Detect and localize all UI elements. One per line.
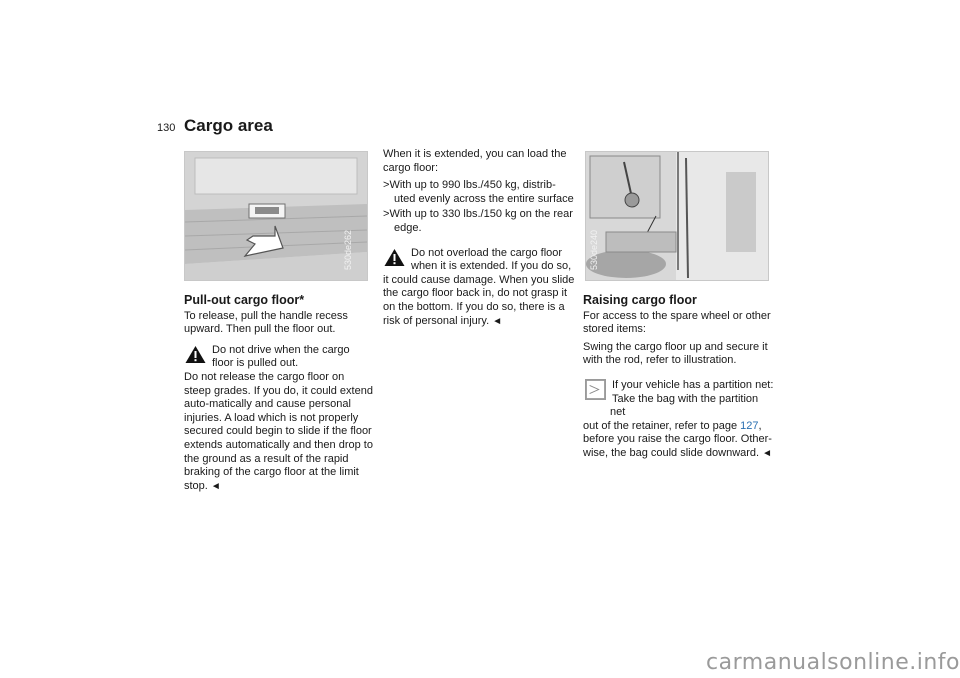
figure-code: 530de240 (589, 229, 599, 270)
section-heading: Raising cargo floor (583, 293, 697, 307)
page-number: 130 (157, 122, 176, 134)
end-mark-icon: ◄ (210, 480, 221, 492)
column-load-cargo-floor (383, 148, 575, 332)
column-raising-cargo-floor (583, 294, 775, 465)
bullet-marker: > (383, 179, 390, 192)
cargo-floor-illustration (184, 151, 368, 281)
warning-first-line: Do not overload the cargo floor when it is extended. If you do so, (411, 246, 572, 273)
note-first-line: If your vehicle has a partition net: Take the bag with the partition net (610, 378, 774, 419)
paragraph: For access to the spare wheel or other stored items: (583, 309, 771, 336)
raised-floor-drawing (586, 152, 768, 280)
note-text: out of the retainer, refer to page (583, 419, 741, 432)
bullet-marker: > (383, 208, 390, 221)
figure-code: 530de262 (343, 229, 353, 270)
list-item (383, 179, 575, 206)
list-item (383, 208, 575, 235)
paragraph: When it is extended, you can load the cargo floor: (383, 148, 567, 174)
paragraph: To release, pull the handle recess upward. Then pull the floor out. (184, 309, 348, 336)
note-icon (585, 379, 606, 400)
list-item-text: With up to 990 lbs./450 kg, distrib-uted evenly across the entire surface (389, 179, 574, 205)
note-text: , before you raise the cargo floor. Other-wise, the bag could slide downward. (583, 419, 772, 459)
column-pull-out-cargo-floor (184, 294, 374, 497)
warning-block (383, 244, 575, 329)
section-heading: Pull-out cargo floor* (184, 293, 305, 307)
list-item-text: With up to 330 lbs./150 kg on the rear edge. (389, 208, 573, 234)
end-mark-icon: ◄ (492, 315, 503, 327)
cargo-floor-drawing (185, 152, 367, 280)
paragraph: Swing the cargo floor up and secure it with the rod, refer to illustration. (583, 340, 768, 367)
watermark: carmanualsonline.info (706, 650, 960, 675)
warning-text: it could cause damage. When you slide the cargo floor back in, do not grasp it on the bottom. If you do so, there is a risk of personal injury. (383, 273, 575, 327)
end-mark-icon: ◄ (762, 447, 773, 459)
warning-text: Do not release the cargo floor on steep grades. If you do, it could extend auto-matically and cause personal injuries. A load which is not properly secured could begin to slide if the floor extends automatically and then drop to the ground as a result of the rapid braking of the cargo floor at the limit stop. (184, 370, 373, 492)
warning-triangle-icon (383, 247, 406, 268)
raised-cargo-floor-illustration (585, 151, 769, 281)
page-reference-link[interactable]: 127 (740, 419, 759, 432)
warning-first-line: Do not drive when the cargo floor is pulled out. (212, 343, 350, 370)
warning-block (184, 341, 374, 494)
warning-triangle-icon (184, 344, 207, 365)
note-block (583, 376, 775, 461)
page-title: Cargo area (184, 116, 273, 135)
